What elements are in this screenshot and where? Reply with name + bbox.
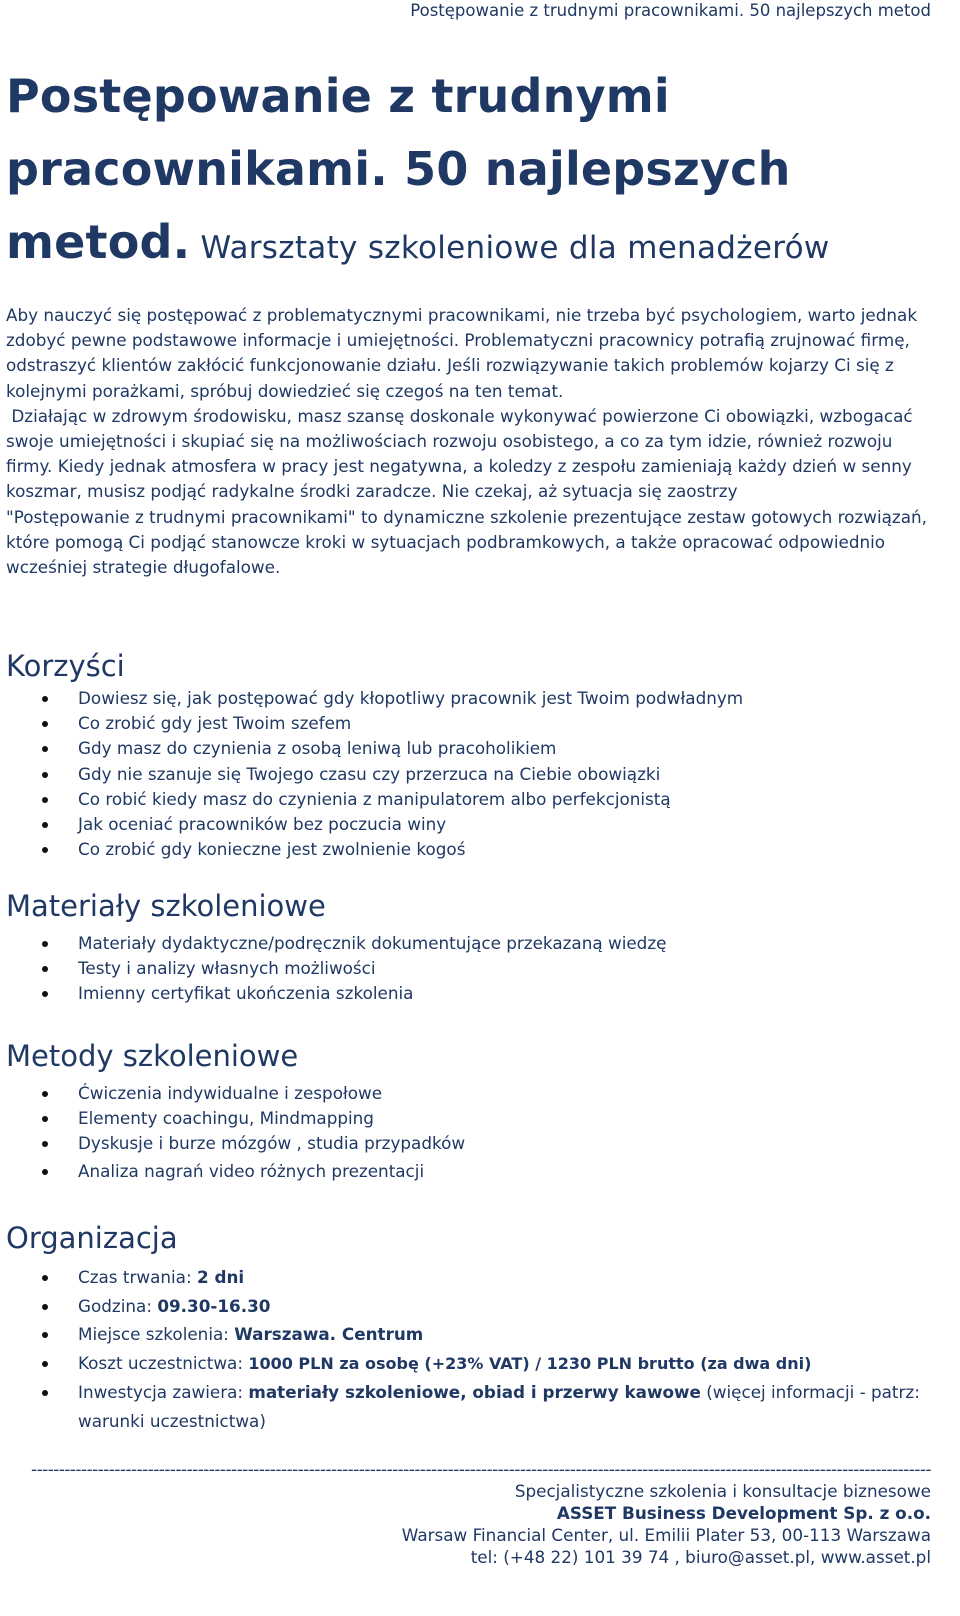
footer-address: Warsaw Financial Center, ul. Emilii Plater 53, 00-113 Warszawa (401, 1525, 931, 1545)
korzysci-list (6, 686, 931, 862)
page-title (6, 60, 931, 285)
title-subtitle: Warsztaty szkoleniowe dla menadżerów (190, 230, 830, 266)
list-item-godzina (6, 1292, 931, 1321)
page-footer (31, 1458, 931, 1568)
running-header: Postępowanie z trudnymi pracownikami. 50 najlepszych metod (410, 1, 931, 20)
intro-text (6, 303, 931, 580)
godzina-value: 09.30-16.30 (157, 1295, 271, 1316)
section-heading-materialy: Materiały szkoleniowe (6, 889, 326, 923)
koszt-value: 1000 PLN za osobę (+23% VAT) / 1230 PLN brutto (za dwa dni) (248, 1353, 812, 1373)
section-heading-korzysci: Korzyści (6, 649, 125, 683)
czas-value: 2 dni (196, 1267, 245, 1287)
title-main: Postępowanie z trudnymi pracownikami. 50 najlepszych metod. (6, 69, 791, 269)
list-item: Dyskusje i burze mózgów , studia przypadków (6, 1131, 931, 1156)
miejsce-label: Miejsce szkolenia: (78, 1324, 235, 1345)
inwestycja-note: (więcej informacji - patrz: warunki uczestnictwa) (78, 1382, 920, 1431)
list-item: Materiały dydaktyczne/podręcznik dokumentujące przekazaną wiedzę (6, 931, 931, 956)
metody-list (6, 1081, 931, 1184)
list-item: Co zrobić gdy konieczne jest zwolnienie kogoś (6, 837, 931, 862)
list-item: Ćwiczenia indywidualne i zespołowe (6, 1081, 931, 1106)
czas-label: Czas trwania: (78, 1267, 197, 1287)
intro-paragraph-3: "Postępowanie z trudnymi pracownikami" to dynamiczne szkolenie prezentujące zestaw gotowych rozwiązań, które pomogą Ci podjąć stanowcze kroki w sytuacjach podbramkowych, a także opracować odpowiednio wcześniej strategie długofalowe. (6, 506, 933, 578)
list-item: Gdy masz do czynienia z osobą leniwą lub pracoholikiem (6, 736, 931, 761)
list-item-czas (6, 1263, 931, 1292)
list-item: Co zrobić gdy jest Twoim szefem (6, 711, 931, 736)
koszt-label: Koszt uczestnictwa: (78, 1352, 249, 1373)
list-item: Gdy nie szanuje się Twojego czasu czy przerzuca na Ciebie obowiązki (6, 762, 931, 787)
list-item: Analiza nagrań video różnych prezentacji (6, 1159, 931, 1184)
materialy-list (6, 931, 931, 1007)
list-item: Co robić kiedy masz do czynienia z manipulatorem albo perfekcjonistą (6, 787, 931, 812)
intro-paragraph-2: Działając w zdrowym środowisku, masz szansę doskonale wykonywać powierzone Ci obowiązki, wzbogacać swoje umiejętności i skupiać się na możliwościach rozwoju osobistego, a co za tym idzie, również rozwoju firmy. Kiedy jednak atmosfera w pracy jest negatywna, a koledzy z zespołu zamieniają każdy dzień w senny koszmar, musisz podjąć radykalne środki zaradcze. Nie czekaj, aż sytuacja się zaostrzy (6, 405, 918, 502)
list-item-miejsce (6, 1320, 931, 1349)
footer-contact: tel: (+48 22) 101 39 74 , biuro@asset.pl, www.asset.pl (470, 1547, 931, 1567)
intro-paragraph-1: Aby nauczyć się postępować z problematycznymi pracownikami, nie trzeba być psychologiem, warto jednak zdobyć pewne podstawowe informacje i umiejętności. Problematyczni pracownicy potrafią zrujnować firmę, odstraszyć klientów zakłócić funkcjonowanie działu. Jeśli rozwiązywanie takich problemów kojarzy Ci się z kolejnymi porażkami, spróbuj dowiedzieć się czegoś na ten temat. (6, 305, 923, 401)
footer-divider: ------------------------------------------------------------------------------------------------------------------------------------------------------------------ (31, 1459, 931, 1479)
list-item: Dowiesz się, jak postępować gdy kłopotliwy pracownik jest Twoim podwładnym (6, 686, 931, 711)
miejsce-value: Warszawa. Centrum (234, 1324, 424, 1345)
list-item: Elementy coachingu, Mindmapping (6, 1106, 931, 1131)
section-heading-organizacja: Organizacja (6, 1221, 178, 1255)
organizacja-list (6, 1263, 931, 1436)
godzina-label: Godzina: (78, 1295, 158, 1316)
inwestycja-label: Inwestycja zawiera: (78, 1382, 249, 1403)
list-item: Imienny certyfikat ukończenia szkolenia (6, 981, 931, 1006)
footer-tagline: Specjalistyczne szkolenia i konsultacje biznesowe (514, 1481, 931, 1501)
footer-company: ASSET Business Development Sp. z o.o. (556, 1503, 931, 1523)
inwestycja-value: materiały szkoleniowe, obiad i przerwy kawowe (248, 1382, 701, 1403)
list-item-inwestycja (6, 1378, 931, 1435)
list-item: Testy i analizy własnych możliwości (6, 956, 931, 981)
list-item-koszt (6, 1349, 931, 1379)
section-heading-metody: Metody szkoleniowe (6, 1039, 299, 1073)
list-item: Jak oceniać pracowników bez poczucia winy (6, 812, 931, 837)
